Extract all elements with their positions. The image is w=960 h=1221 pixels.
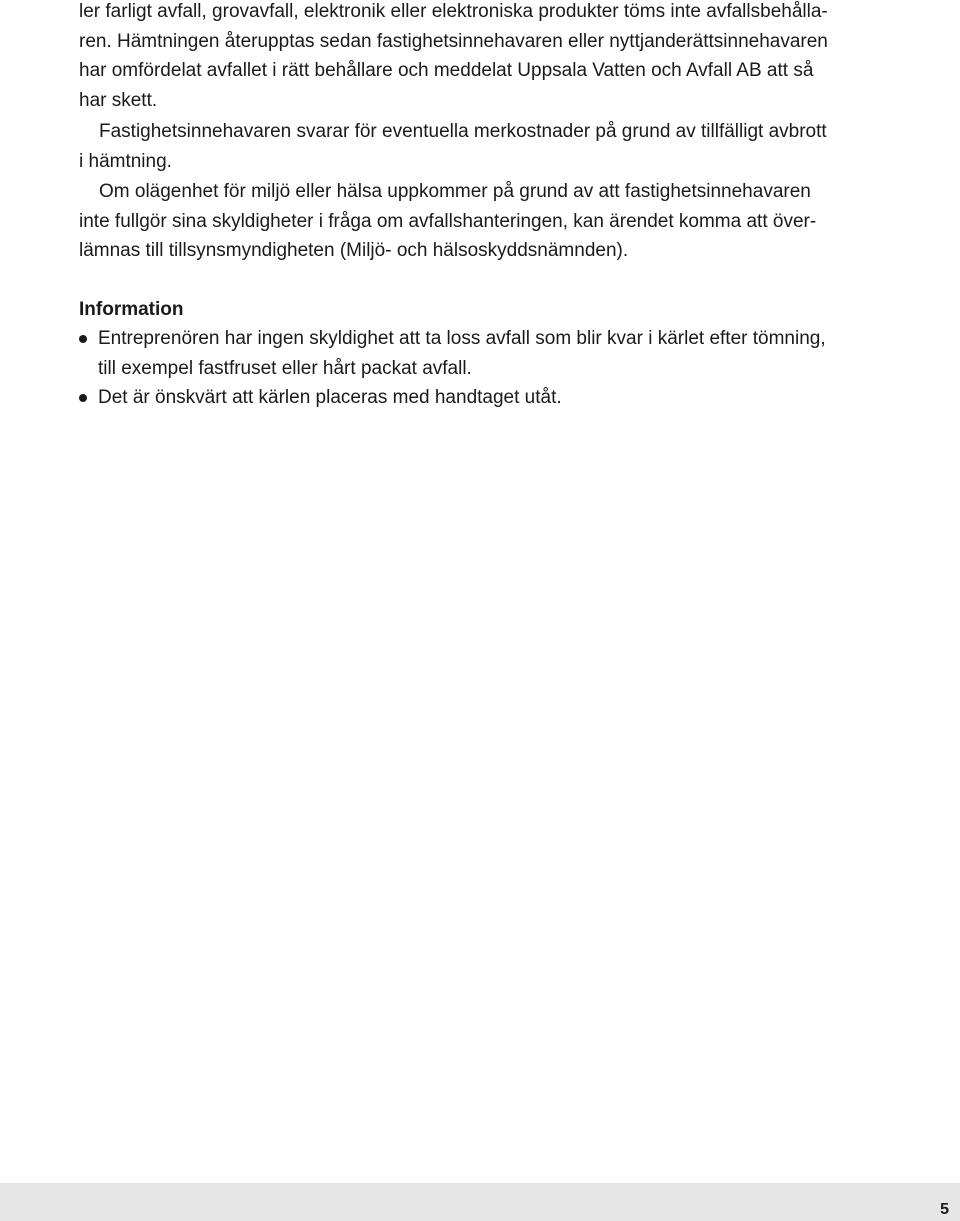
information-heading: Information	[79, 299, 184, 320]
text-line: Entreprenören har ingen skyldighet att ta loss avfall som blir kvar i kärlet efter tömning,	[98, 328, 826, 349]
text-line: lämnas till tillsynsmyndigheten (Miljö- och hälsoskyddsnämnden).	[79, 240, 629, 261]
text-line: ler farligt avfall, grovavfall, elektronik eller elektroniska produkter töms inte avfallsbehålla-	[79, 1, 828, 22]
text-line: i hämtning.	[79, 150, 172, 172]
text-line: Fastighetsinnehavaren svarar för eventuella merkostnader på grund av tillfälligt avbrott	[99, 121, 827, 142]
paragraph-supervisory-authority	[79, 177, 816, 266]
text-line: har skett.	[79, 89, 158, 111]
page-number: 5	[940, 1201, 949, 1218]
footer-bar	[0, 1183, 960, 1221]
bullet-icon	[79, 335, 87, 343]
list-item	[79, 324, 826, 383]
text-line: Om olägenhet för miljö eller hälsa uppkommer på grund av att fastighetsinnehavaren	[99, 181, 811, 202]
text-line: till exempel fastfruset eller hårt packat avfall.	[98, 357, 472, 379]
paragraph-extra-costs	[79, 117, 827, 176]
text-line: har omfördelat avfallet i rätt behållare och meddelat Uppsala Vatten och Avfall AB att så	[79, 60, 814, 81]
list-item	[79, 383, 826, 413]
information-bullet-list	[79, 324, 826, 413]
text-line: inte fullgör sina skyldigheter i fråga om avfallshanteringen, kan ärendet komma att över-	[79, 210, 817, 232]
text-line: ren. Hämtningen återupptas sedan fastighetsinnehavaren eller nyttjanderättsinnehavaren	[79, 30, 828, 52]
text-line: Det är önskvärt att kärlen placeras med handtaget utåt.	[98, 387, 562, 408]
bullet-icon	[79, 394, 87, 402]
paragraph-waste-sorting	[79, 0, 828, 115]
